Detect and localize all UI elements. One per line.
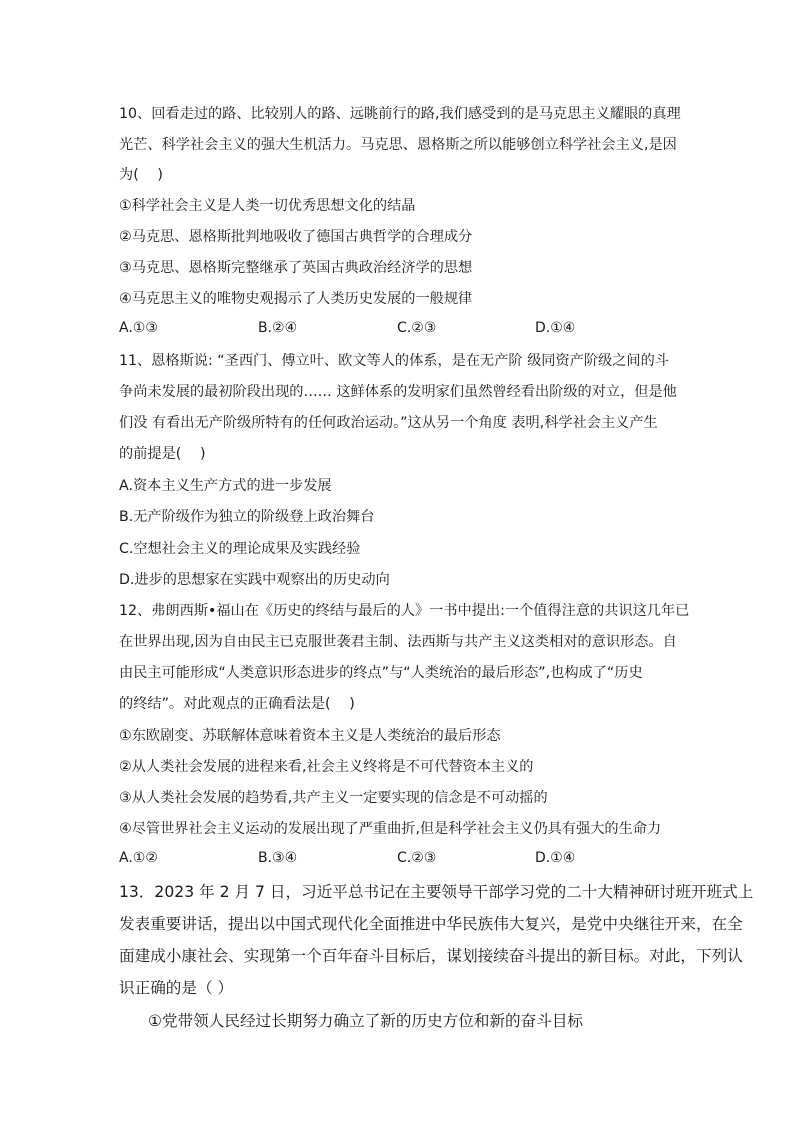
q10-stem-line-1: 10、回看走过的路、比较别人的路、远眺前行的路,我们感受到的是马克思主义耀眼的真理 — [119, 106, 681, 122]
q10-option-c[interactable]: C.②③ — [397, 320, 437, 336]
q11-stem-line-1: 11、恩格斯说: “圣西门、傅立叶、欧文等人的体系，是在无产阶 级同资产阶级之间的斗 — [119, 353, 669, 369]
q10-option-b[interactable]: B.②④ — [258, 320, 298, 336]
q12-option-b[interactable]: B.③④ — [258, 850, 298, 866]
q10-option-a[interactable]: A.①③ — [119, 320, 158, 336]
q11-option-b[interactable]: B.无产阶级作为独立的阶级登上政治舞台 — [119, 509, 375, 525]
q11-stem-line-3: 们没 有看出无产阶级所特有的任何政治运动。”这从另一个角度 表明,科学社会主义产生 — [119, 415, 658, 431]
q12-option-c[interactable]: C.②③ — [397, 850, 437, 866]
q11-stem-line-4: 的前提是( ) — [119, 446, 206, 462]
q13-stem-line-1: 13．2023 年 2 月 7 日，习近平总书记在主要领导干部学习党的二十大精神研讨班开班式上 — [119, 883, 754, 901]
q12-item-3: ③从人类社会发展的趋势看,共产主义一定要实现的信念是不可动摇的 — [119, 790, 548, 806]
q13-item-1: ①党带领人民经过长期努力确立了新的历史方位和新的奋斗目标 — [148, 1012, 584, 1030]
q13-stem-line-2: 发表重要讲话，提出以中国式现代化全面推进中华民族伟大复兴，是党中央继往开来，在全 — [119, 915, 743, 933]
q11-option-c[interactable]: C.空想社会主义的理论成果及实践经验 — [119, 541, 361, 557]
q12-stem-line-4: 的终结”。对此观点的正确看法是( ) — [119, 696, 355, 712]
q10-stem-line-2: 光芒、科学社会主义的强大生机活力。马克思、恩格斯之所以能够创立科学社会主义,是因 — [119, 137, 677, 153]
q12-item-2: ②从人类社会发展的进程来看,社会主义终将是不可代替资本主义的 — [119, 759, 534, 775]
q10-options — [119, 320, 619, 340]
q11-option-d[interactable]: D.进步的思想家在实践中观察出的历史动向 — [119, 572, 390, 588]
q11-option-a[interactable]: A.资本主义生产方式的进一步发展 — [119, 478, 332, 494]
q12-option-a[interactable]: A.①② — [119, 850, 158, 866]
q10-item-2: ②马克思、恩格斯批判地吸收了德国古典哲学的合理成分 — [119, 229, 473, 245]
q10-item-4: ④马克思主义的唯物史观揭示了人类历史发展的一般规律 — [119, 291, 473, 307]
q12-option-d[interactable]: D.①④ — [535, 850, 576, 866]
q11-stem-line-2: 争尚未发展的最初阶段出现的…… 这鲜体系的发明家们虽然曾经看出阶级的对立，但是他 — [119, 384, 677, 400]
q12-stem-line-1: 12、弗朗西斯•福山在《历史的终结与最后的人》一书中提出:一个值得注意的共识这几年已 — [119, 603, 690, 619]
q12-item-1: ①东欧剧变、苏联解体意味着资本主义是人类统治的最后形态 — [119, 728, 501, 744]
q10-stem-line-3: 为( ) — [119, 167, 163, 183]
q12-options — [119, 850, 619, 870]
q13-stem-line-4: 识正确的是（ ） — [119, 979, 234, 997]
q10-item-1: ①科学社会主义是人类一切优秀思想文化的结晶 — [119, 198, 416, 214]
q13-stem-line-3: 面建成小康社会、实现第一个百年奋斗目标后，谋划接续奋斗提出的新目标。对此，下列认 — [119, 947, 743, 965]
q12-stem-line-3: 由民主可能形成“人类意识形态进步的终点”与“人类统治的最后形态”,也构成了“历史 — [119, 665, 643, 681]
q12-stem-line-2: 在世界出现,因为自由民主已克服世袭君主制、法西斯与共产主义这类相对的意识形态。自 — [119, 634, 677, 650]
q12-item-4: ④尽管世界社会主义运动的发展出现了严重曲折,但是科学社会主义仍具有强大的生命力 — [119, 821, 662, 837]
q10-item-3: ③马克思、恩格斯完整继承了英国古典政治经济学的思想 — [119, 260, 473, 276]
q10-option-d[interactable]: D.①④ — [535, 320, 576, 336]
